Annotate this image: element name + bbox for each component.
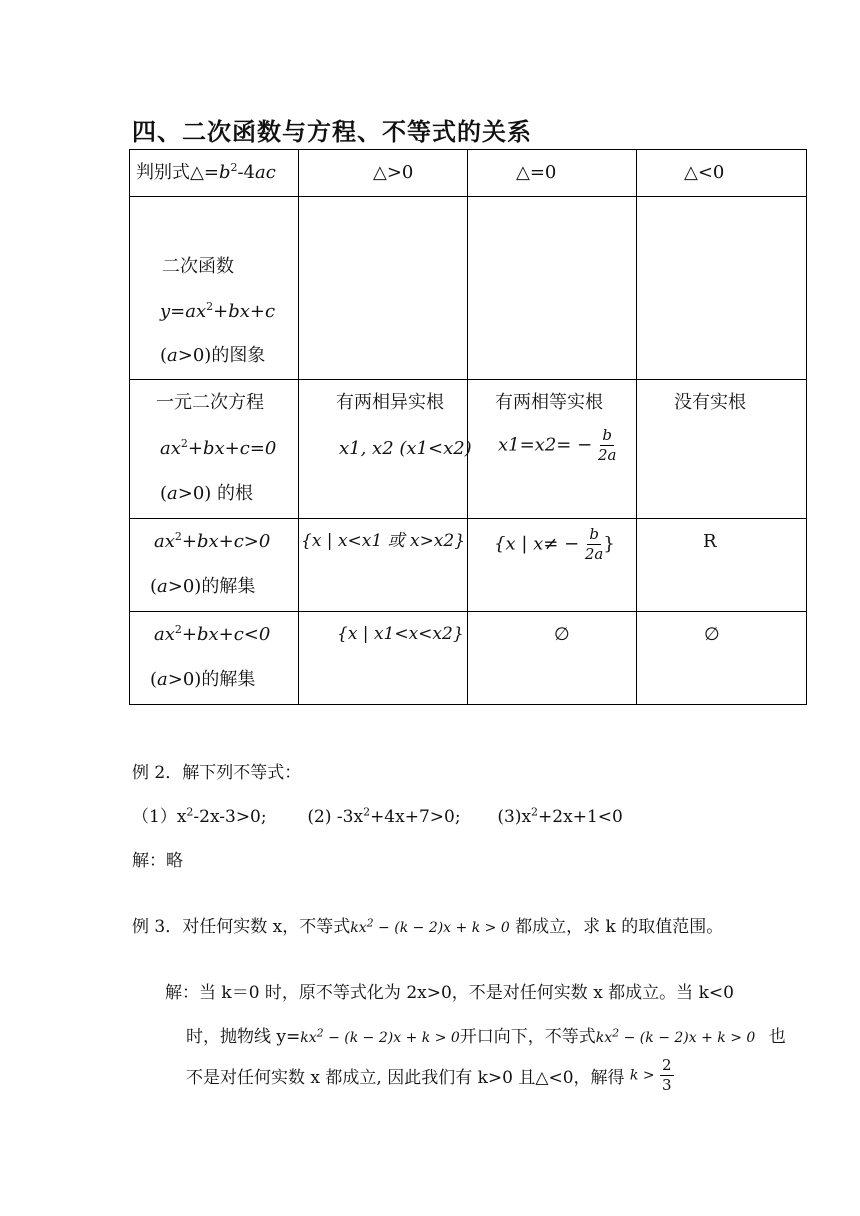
header-delta-negative: △<0 <box>637 150 807 197</box>
roots-negative-cell: 没有实根 <box>637 380 807 519</box>
lt-negative-cell <box>637 612 807 705</box>
example3-solution-line1: 解：当 k＝0 时，原不等式化为 2x>0，不是对任何实数 x 都成立。当 k<0 <box>165 983 734 1003</box>
lt-zero-cell <box>468 612 637 705</box>
empty-set-symbol: ∅ <box>704 624 720 645</box>
table-row-graph <box>130 197 807 380</box>
table-row-gt <box>130 519 807 612</box>
gt-negative-cell: R <box>637 519 807 612</box>
graph-label-cell: 二次函数 $y=ax^2+bx+c$ (a>0)的图象 <box>130 197 299 380</box>
header-discriminant: 判别式$\triangle=b^2-4ac$ <box>130 150 299 197</box>
graph-cell-zero <box>468 197 637 380</box>
fraction-b-over-2a-gt: $\frac{b}{2a}$ <box>584 525 604 563</box>
fraction-b-over-2a: $\frac{b}{2a}$ <box>597 426 617 464</box>
roots-label-cell: 一元二次方程 $ax^2+bx+c=0$ (a>0) 的根 <box>130 380 299 519</box>
header-delta-positive: △>0 <box>299 150 468 197</box>
example2-solution: 解：略 <box>132 851 183 871</box>
graph-cell-positive <box>299 197 468 380</box>
table-row-roots <box>130 380 807 519</box>
example2-title: 例 2．解下列不等式： <box>132 763 302 783</box>
fraction-two-thirds: $\frac{2}{3}$ <box>662 1056 672 1094</box>
roots-positive-cell: 有两相异实根 x1, x2 (x1<x2) <box>299 380 468 519</box>
table-row-header <box>130 150 807 197</box>
gt-zero-cell: {x | x≠ − $\frac{b}{2a}$ } <box>468 519 637 612</box>
lt-label-cell: $ax^2+bx+c<0$ (a>0)的解集 <box>130 612 299 705</box>
roots-zero-cell: 有两相等实根 x1=x2= − $\frac{b}{2a}$ <box>468 380 637 519</box>
gt-positive-cell: {x | x<x1 或 x>x2} <box>299 519 468 612</box>
example2-problems: $(1)x^2-2x-3>0$; (2) $-3x^2+4x+7>0$; $(3)x^2+2x+1<0$ <box>132 805 623 827</box>
example3-title: 例 3．对任何实数 x，不等式$kx^2 - (k - 2)x + k > 0$ 都成立，求 k 的取值范围。 <box>132 916 724 937</box>
lt-positive-cell: {x | x1<x<x2} <box>299 612 468 705</box>
example3-solution-line2: 时，抛物线 $y=kx^2 - (k - 2)x + k > 0$开口向下，不等式$kx^2 - (k - 2)x + k > 0$ 也 <box>186 1026 786 1047</box>
example3-solution-line3: 不是对任何实数 x 都成立, 因此我们有 k>0 且△<0，解得 k > $\frac{2}{3}$ <box>186 1056 672 1094</box>
relation-table <box>129 149 807 705</box>
gt-label-cell: $ax^2+bx+c>0$ (a>0)的解集 <box>130 519 299 612</box>
section-heading: 四、二次函数与方程、不等式的关系 <box>132 118 532 146</box>
table-row-lt <box>130 612 807 705</box>
header-delta-zero: △=0 <box>468 150 637 197</box>
empty-set-symbol: ∅ <box>554 624 570 645</box>
graph-cell-negative <box>637 197 807 380</box>
